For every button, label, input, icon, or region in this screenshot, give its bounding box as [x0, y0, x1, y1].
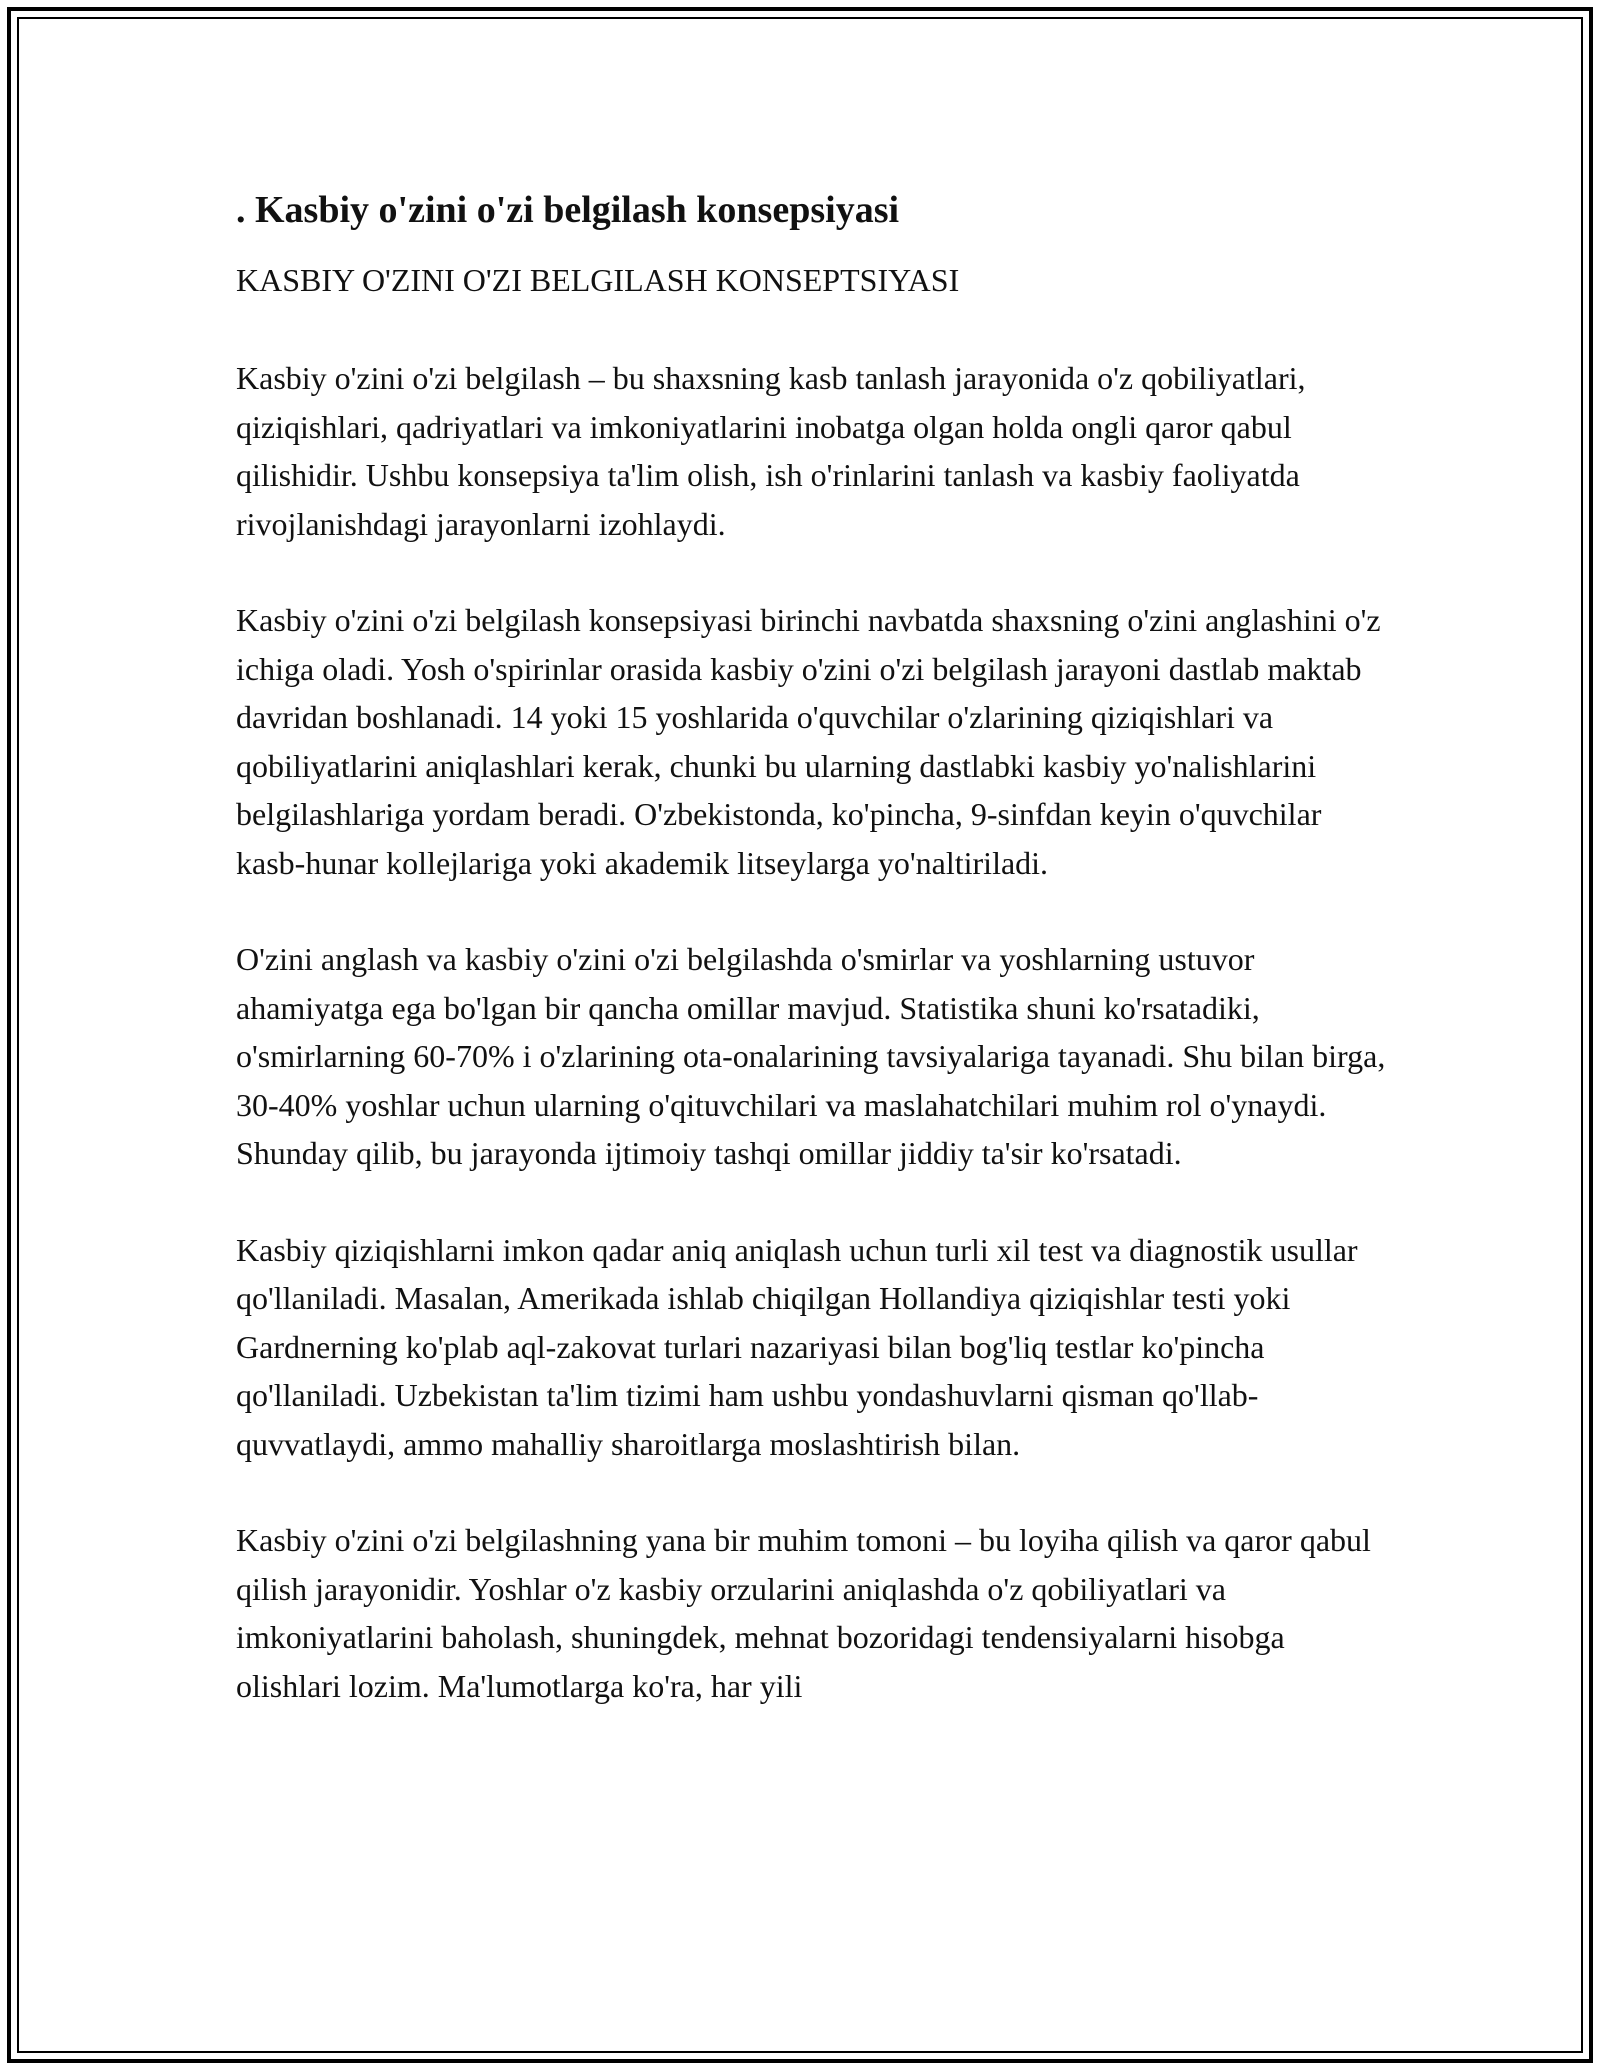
document-subtitle: KASBIY O'ZINI O'ZI BELGILASH KONSEPTSIYASI [236, 262, 960, 298]
paragraph-definition: Kasbiy o'zini o'zi belgilash – bu shaxsning kasb tanlash jarayonida o'z qobiliyatlari, qiziqishlari, qadriyatlari va imkoniyatlarini inobatga olgan holda ongli qaror qabul qilishidir. Ushbu konsepsiya ta'lim olish, ish o'rinlarini tanlash va kasbiy faoliyatda rivojlanishdagi jarayonlarni izohlaydi. [236, 360, 1306, 542]
document-body [236, 186, 1386, 1758]
paragraph-decision-making: Kasbiy o'zini o'zi belgilashning yana bir muhim tomoni – bu loyiha qilish va qaror qabul qilish jarayonidir. Yoshlar o'z kasbiy orzularini aniqlashda o'z qobiliyatlari va imkoniyatlarini baholash, shuningdek, mehnat bozoridagi tendensiyalarni hisobga olishlari lozim. Ma'lumotlarga ko'ra, har yili [236, 1522, 1371, 1704]
paragraph-diagnostic-methods: Kasbiy qiziqishlarni imkon qadar aniq aniqlash uchun turli xil test va diagnostik usullar qo'llaniladi. Masalan, Amerikada ishlab chiqilgan Hollandiya qiziqishlar testi yoki Gardnerning ko'plab aql-zakovat turlari nazariyasi bilan bog'liq testlar ko'pincha qo'llaniladi. Uzbekistan ta'lim tizimi ham ushbu yondashuvlarni qisman qo'llab-quvvatlaydi, ammo mahalliy sharoitlarga moslashtirish bilan. [236, 1231, 1358, 1462]
document-title: . Kasbiy o'zini o'zi belgilash konsepsiyasi [236, 189, 900, 231]
paragraph-influencing-factors: O'zini anglash va kasbiy o'zini o'zi belgilashda o'smirlar va yoshlarning ustuvor ahamiyatga ega bo'lgan bir qancha omillar mavjud. Statistika shuni ko'rsatadiki, o'smirlarning 60-70% i o'zlarining ota-onalarining tavsiyalariga tayanadi. Shu bilan birga, 30-40% yoshlar uchun ularning o'qituvchilari va maslahatchilari muhim rol o'ynaydi. Shunday qilib, bu jarayonda ijtimoiy tashqi omillar jiddiy ta'sir ko'rsatadi. [236, 941, 1386, 1171]
paragraph-self-awareness: Kasbiy o'zini o'zi belgilash konsepsiyasi birinchi navbatda shaxsning o'zini anglashini o'z ichiga oladi. Yosh o'spirinlar orasida kasbiy o'zini o'zi belgilash jarayoni dastlab maktab davridan boshlanadi. 14 yoki 15 yoshlarida o'quvchilar o'zlarining qiziqishlari va qobiliyatlarini aniqlashlari kerak, chunki bu ularning dastlabki kasbiy yo'nalishlarini belgilashlariga yordam beradi. O'zbekistonda, ko'pincha, 9-sinfdan keyin o'quvchilar kasb-hunar kollejlariga yoki akademik litseylarga yo'naltiriladi. [236, 602, 1381, 881]
